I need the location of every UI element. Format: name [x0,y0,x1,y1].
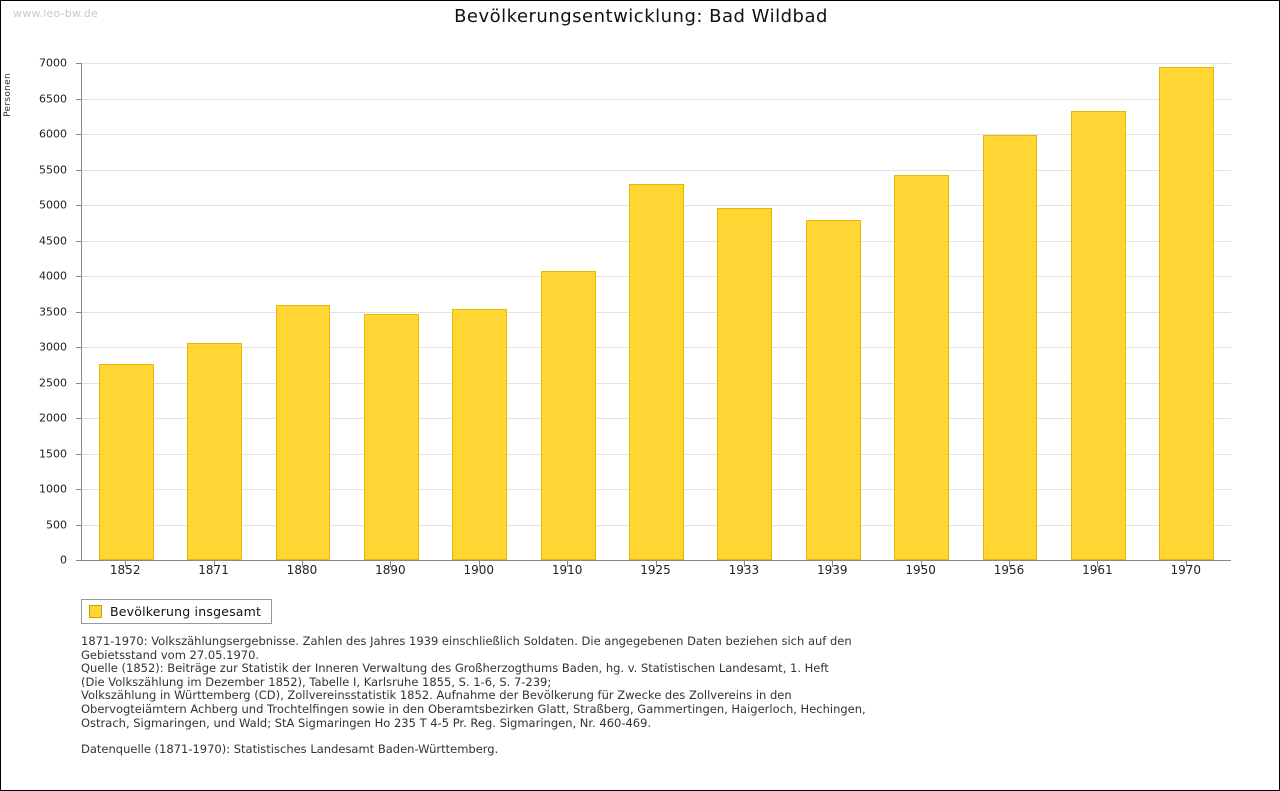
y-axis-tick-label: 2000 [39,411,67,425]
page-title: Bevölkerungsentwicklung: Bad Wildbad [454,6,828,27]
legend-swatch-icon [89,605,102,618]
x-axis-tick-label: 1880 [286,563,318,577]
bar [364,314,419,560]
footnote-line-5: Volkszählung in Württemberg (CD), Zollvereinsstatistik 1852. Aufnahme der Bevölkerung für Zwecke des Zollvereins in den [81,688,792,703]
bar [806,220,861,560]
x-axis-tick-label: 1933 [728,563,760,577]
footnote-line-4: (Die Volkszählung im Dezember 1852), Tabelle I, Karlsruhe 1855, S. 1-6, S. 7-239; [81,674,552,689]
y-axis-tick-label: 3500 [39,305,67,318]
y-axis-tick-label: 6000 [39,127,67,141]
y-axis-tick-label: 5500 [39,163,67,176]
bar [894,175,949,560]
y-axis-tick-label: 500 [46,518,67,531]
footnote-line-8: Datenquelle (1871-1970): Statistisches Landesamt Baden-Württemberg. [81,742,499,757]
y-axis-tick-label: 1000 [39,482,67,496]
x-axis-tick-label: 1950 [905,563,936,577]
x-axis-tick-label: 1970 [1170,563,1202,577]
watermark-text: www.leo-bw.de [13,7,99,20]
bar [1071,111,1126,560]
bar [541,271,596,560]
bar [99,364,154,560]
bar [452,309,507,560]
y-axis-tick-label: 6500 [39,92,67,105]
bar [276,305,331,560]
bar [629,184,684,560]
y-axis-label: Personen [3,73,13,117]
footnote-line-7: Ostrach, Sigmaringen, und Wald; StA Sigmaringen Ho 235 T 4-5 Pr. Reg. Sigmaringen, Nr. 460-469. [81,715,652,730]
x-axis-tick-label: 1910 [551,563,583,577]
x-axis-tick-label: 1961 [1082,563,1113,577]
plot-area [81,63,1231,561]
x-axis-tick-labels [81,563,1231,583]
bar [1159,67,1214,560]
footnotes [81,635,1201,757]
x-axis-tick-label: 1939 [816,563,848,577]
bar-series [82,63,1231,560]
x-axis-tick-label: 1900 [463,563,494,577]
footnote-line-3: Quelle (1852): Beiträge zur Statistik der Inneren Verwaltung des Großherzogthums Baden, hg. v. Statistischen Landesamt, 1. Heft [81,661,829,676]
y-axis-tick-labels [1,56,75,567]
bar [187,343,242,560]
x-axis-tick-label: 1890 [375,563,406,577]
bar [717,208,772,560]
legend-label: Bevölkerung insgesamt [110,604,262,619]
x-axis-tick-label: 1871 [198,563,229,577]
footnote-line-1: 1871-1970: Volkszählungsergebnisse. Zahlen des Jahres 1939 einschließlich Soldaten. Die angegebenen Daten beziehen sich auf den [81,634,852,648]
legend [81,599,272,624]
x-axis-tick-label: 1925 [640,563,671,577]
y-axis-tick-label: 0 [60,553,67,567]
x-axis-tick-label: 1956 [993,563,1025,577]
footnote-line-6: Obervogteiämtern Achberg und Trochtelfingen sowie in den Oberamtsbezirken Glatt, Straßberg, Gammertingen, Haigerloch, Hechingen, [81,701,866,716]
y-axis-tick-label: 4500 [39,234,67,247]
y-axis-tick-label: 1500 [39,447,67,460]
y-axis-tick-label: 3000 [39,340,67,354]
footnote-line-2: Gebietsstand vom 27.05.1970. [81,647,260,662]
x-axis-tick-label: 1852 [109,563,141,577]
bar [983,135,1038,560]
y-axis-tick-label: 5000 [39,198,67,212]
y-axis-tick-label: 7000 [39,56,67,70]
y-axis-tick-label: 4000 [39,269,67,283]
y-axis-tick-label: 2500 [39,376,67,389]
